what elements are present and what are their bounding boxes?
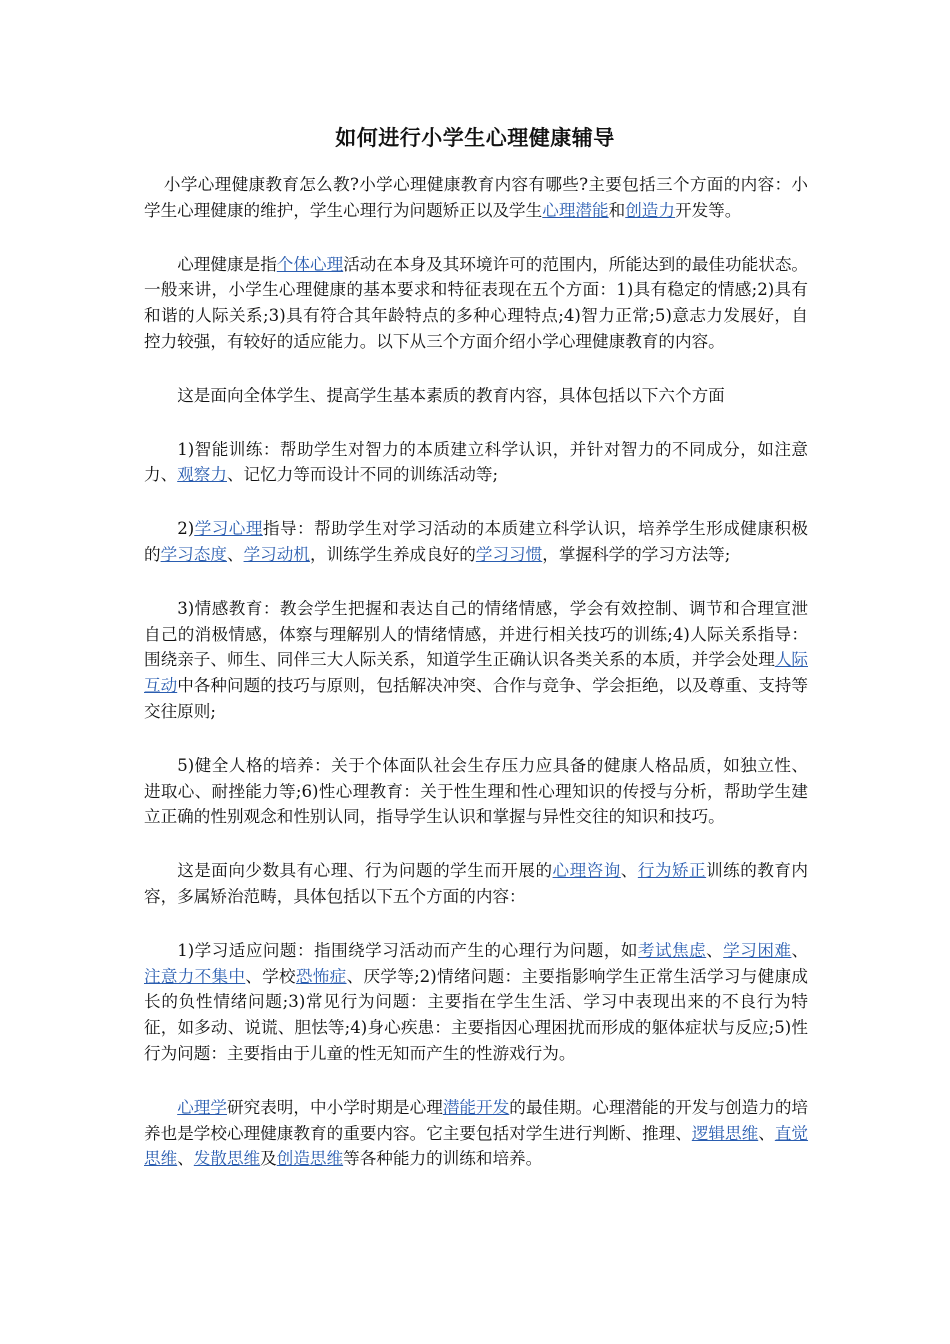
text-run: 开发等。 — [675, 200, 742, 220]
inline-link[interactable]: 心理潜能 — [542, 200, 609, 220]
inline-link[interactable]: 考试焦虑 — [637, 940, 707, 960]
text-run: 的最佳期。心理潜能的开发与创造力的培养也是学校心理健康教育的重要内容。它主要包括对学生进行判断、推理、 — [144, 1097, 809, 1143]
inline-link[interactable]: 发散思维 — [193, 1149, 261, 1169]
paragraph — [144, 516, 808, 568]
text-run: 1)学习适应问题：指围绕学习活动而产生的心理行为问题，如 — [177, 940, 638, 960]
inline-link[interactable]: 心理咨询 — [552, 861, 621, 881]
text-run: 研究表明，中小学时期是心理 — [227, 1097, 443, 1117]
text-run: 、 — [177, 1149, 194, 1169]
inline-link[interactable]: 学习困难 — [723, 940, 792, 960]
text-run: 心理健康是指 — [177, 254, 277, 274]
inline-link[interactable]: 观察力 — [177, 465, 227, 485]
text-run: 活动在本身及其环境许可的范围内，所能达到的最佳功能状态。一般来讲，小学生心理健康的基本要求和特征表现在五个方面：1)具有稳定的情感;2)具有和谐的人际关系;3)具有符合其年龄特点的多种心理特点;4)智力正常;5)意志力发展好，自控力较强，有较好的适应能力。以下从三个方面介绍小学心理健康教育的内容。 — [144, 254, 809, 351]
inline-link[interactable]: 学习态度 — [160, 544, 227, 564]
text-run: 、厌学等;2)情绪问题：主要指影响学生正常生活学习与健康成长的负性情绪问题;3)常见行为问题：主要指在学生生活、学习中表现出来的不良行为特征，如多动、说谎、胆怯等;4)身心疾患：主要指因心理困扰而形成的躯体症状与反应;5)性行为问题：主要指由于儿童的性无知而产生的性游戏行为。 — [144, 966, 809, 1063]
text-run: 这是面向少数具有心理、行为问题的学生而开展的 — [177, 861, 553, 881]
text-run: 3)情感教育：教会学生把握和表达自己的情绪情感，学会有效控制、调节和合理宣泄自己的消极情感，体察与理解别人的情绪情感，并进行相关技巧的训练;4)人际关系指导：围绕亲子、师生、同伴三大人际关系，知道学生正确认识各类关系的本质，并学会处理 — [144, 598, 808, 670]
inline-link[interactable]: 学习习惯 — [475, 544, 543, 564]
inline-link[interactable]: 潜能开发 — [442, 1097, 510, 1117]
document-body — [144, 172, 808, 1200]
text-run: 、 — [791, 940, 809, 960]
paragraph — [144, 596, 808, 725]
paragraph — [144, 1095, 808, 1172]
paragraph — [144, 437, 808, 489]
text-run: 这是面向全体学生、提高学生基本素质的教育内容，具体包括以下六个方面 — [177, 385, 725, 405]
text-run: 和 — [608, 200, 626, 220]
text-run: 等各种能力的训练和培养。 — [343, 1149, 543, 1169]
inline-link[interactable]: 恐怖症 — [295, 966, 347, 986]
paragraph — [144, 252, 808, 355]
text-run: 、 — [706, 940, 724, 960]
inline-link[interactable]: 创造力 — [625, 200, 675, 220]
text-run: ，掌握科学的学习方法等; — [542, 544, 731, 564]
paragraph — [144, 172, 808, 224]
inline-link[interactable]: 心理学 — [177, 1097, 227, 1117]
text-run: 小学心理健康教育怎么教?小学心理健康教育内容有哪些?主要包括三个方面的内容：小学生心理健康的维护，学生心理行为问题矫正以及学生 — [144, 175, 808, 220]
text-run: 、 — [620, 861, 638, 881]
text-run: 及 — [260, 1149, 277, 1169]
paragraph — [144, 938, 808, 1067]
paragraph — [144, 858, 808, 910]
inline-link[interactable]: 行为矫正 — [637, 861, 707, 881]
text-run: 、 — [226, 544, 244, 564]
text-run: ，训练学生养成良好的 — [309, 544, 476, 564]
inline-link[interactable]: 学习动机 — [243, 544, 310, 564]
text-run: 2) — [177, 519, 195, 539]
text-run: 、学校 — [245, 966, 296, 986]
inline-link[interactable]: 逻辑思维 — [691, 1123, 759, 1143]
text-run: 指导：帮助学生对学习活动的本质建立科学认识，培养学生形成健康积极的 — [144, 519, 809, 564]
inline-link[interactable]: 个体心理 — [276, 254, 344, 274]
inline-link[interactable]: 学习心理 — [194, 519, 263, 539]
inline-link[interactable]: 创造思维 — [276, 1149, 344, 1169]
inline-link[interactable]: 人际互动 — [144, 650, 809, 696]
paragraph — [144, 753, 808, 830]
document-title: 如何进行小学生心理健康辅导 — [335, 126, 615, 150]
inline-link[interactable]: 直觉思维 — [144, 1123, 809, 1169]
text-run: 中各种问题的技巧与原则，包括解决冲突、合作与竞争、学会拒绝，以及尊重、支持等交往原则; — [144, 676, 809, 721]
text-run: 、 — [758, 1123, 775, 1143]
text-run: 训练的教育内容，多属矫治范畴，具体包括以下五个方面的内容： — [144, 861, 809, 906]
paragraph — [144, 383, 808, 409]
text-run: 5)健全人格的培养：关于个体面队社会生存压力应具备的健康人格品质，如独立性、进取心、耐挫能力等;6)性心理教育：关于性生理和性心理知识的传授与分析，帮助学生建立正确的性别观念和性别认同，指导学生认识和掌握与异性交往的知识和技巧。 — [144, 755, 808, 827]
text-run: 1)智能训练：帮助学生对智力的本质建立科学认识，并针对智力的不同成分，如注意力、 — [144, 439, 808, 485]
inline-link[interactable]: 注意力不集中 — [144, 966, 246, 986]
text-run: 、记忆力等而设计不同的训练活动等; — [226, 465, 499, 485]
